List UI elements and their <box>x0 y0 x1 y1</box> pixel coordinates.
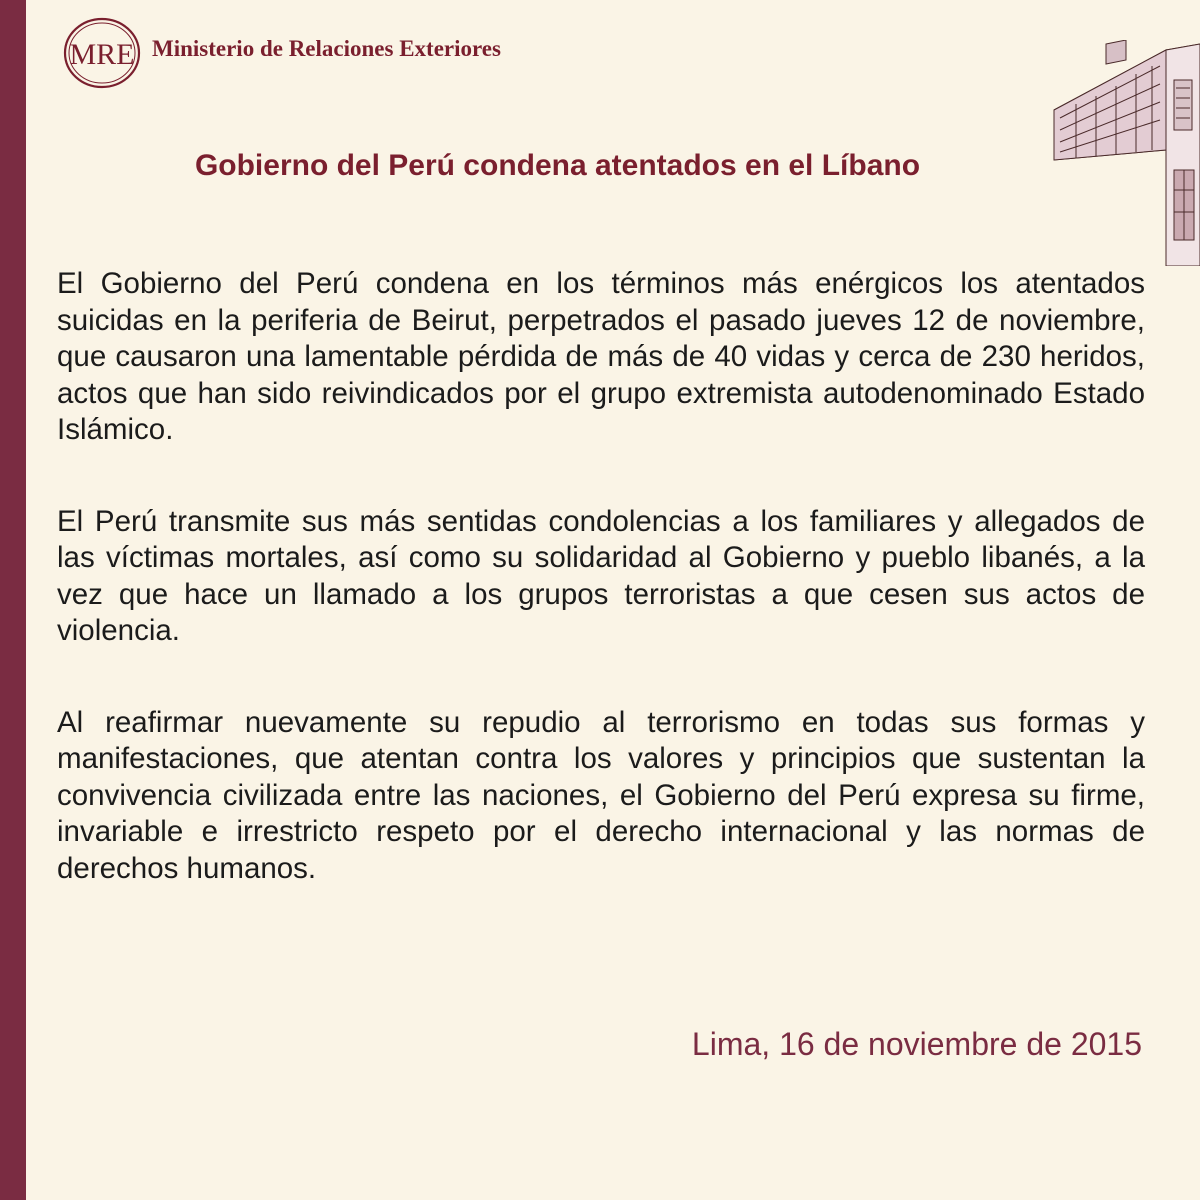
mre-logo <box>62 16 142 90</box>
dateline: Lima, 16 de noviembre de 2015 <box>691 1026 1142 1062</box>
logo-text: MRE <box>69 38 135 71</box>
page-title: Gobierno del Perú condena atentados en el Líbano <box>194 149 921 182</box>
paragraph-1: El Gobierno del Perú condena en los términos más enérgicos los atentados suicidas en la periferia de Beirut, perpetrados el pasado jueves 12 de noviembre, que causaron una lamentable pérdida de más de 40 vidas y cerca de 230 heridos, actos que han sido reivindicados por el grupo extremista autodenominado Estado Islámico. <box>57 267 1145 446</box>
statement-body <box>57 266 1145 942</box>
paragraph-2: El Perú transmite sus más sentidas condolencias a los familiares y allegados de las víctimas mortales, así como su solidaridad al Gobierno y pueblo libanés, a la vez que hace un llamado a los grupos terroristas a que cesen sus actos de violencia. <box>57 504 1145 647</box>
paragraph-3: Al reafirmar nuevamente su repudio al terrorismo en todas sus formas y manifestaciones, que atentan contra los valores y principios que sustentan la convivencia civilizada entre las naciones, el Gobierno del Perú expresa su firme, invariable e irrestricto respeto por el derecho internacional y las normas de derechos humanos. <box>57 705 1145 885</box>
ministry-name: Ministerio de Relaciones Exteriores <box>152 36 501 61</box>
